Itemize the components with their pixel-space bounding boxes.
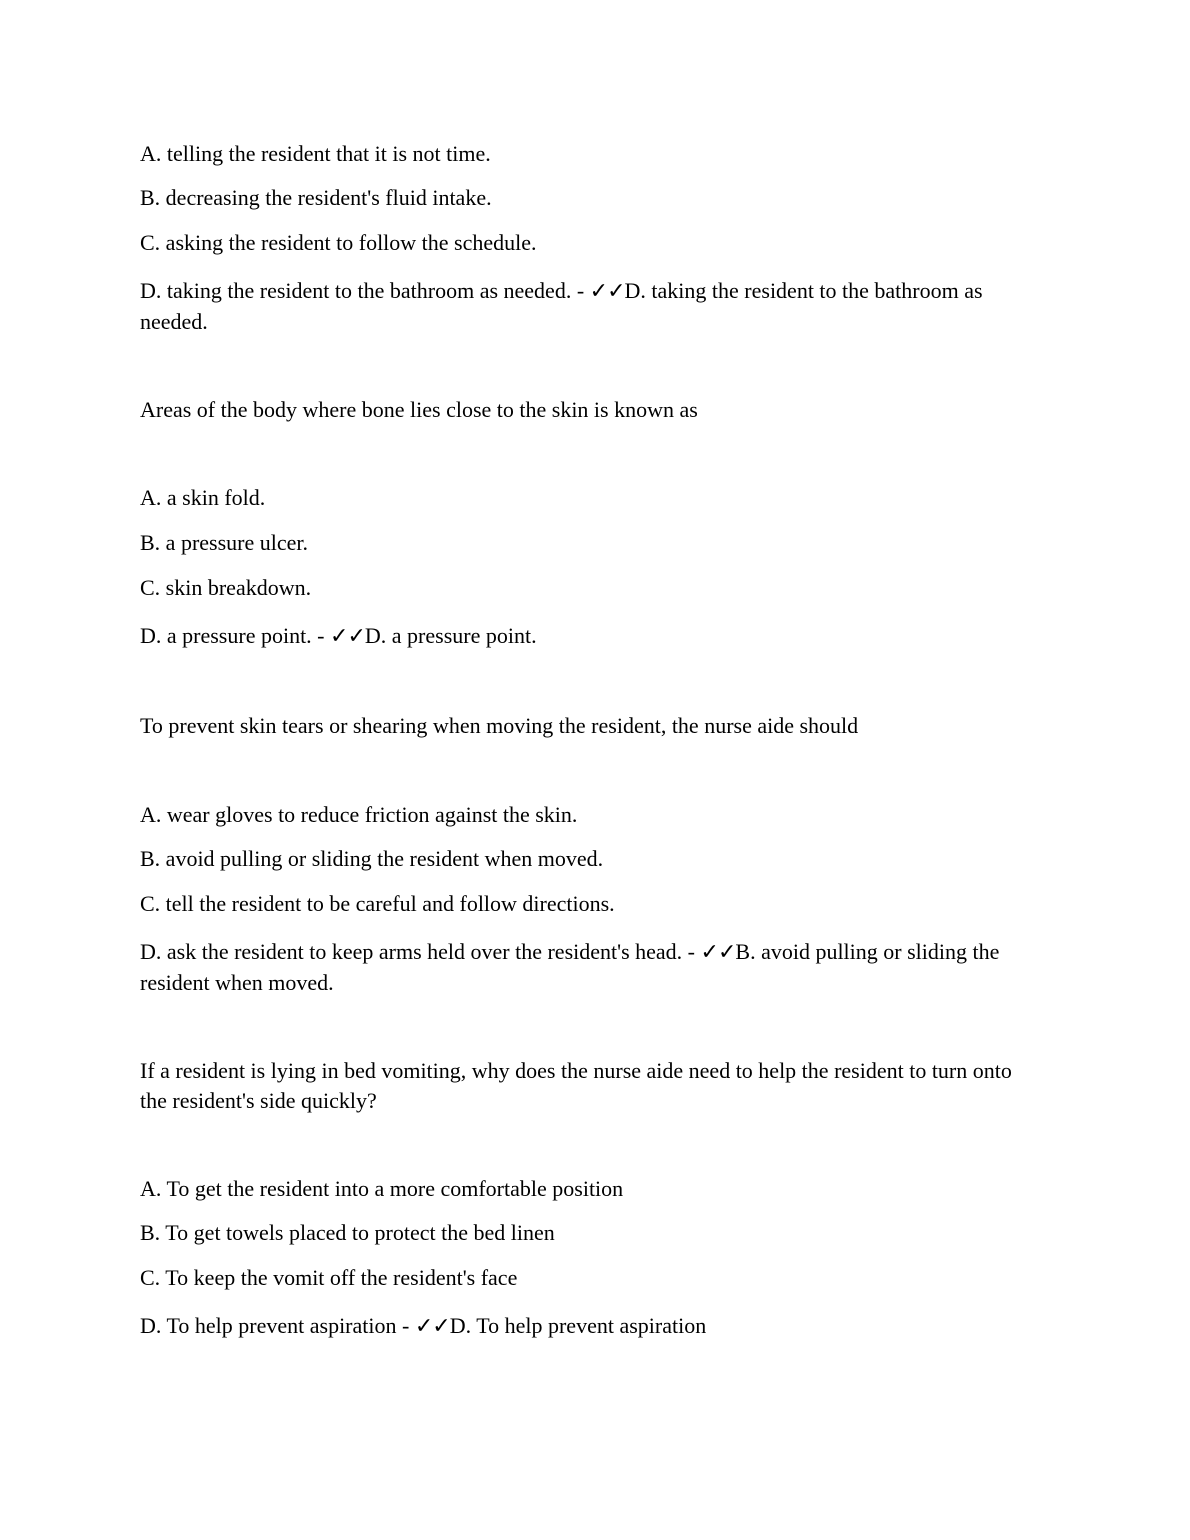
- block4-option-b: B. To get towels placed to protect the bed linen: [140, 1220, 555, 1245]
- block4-option-a: A. To get the resident into a more comfortable position: [140, 1176, 624, 1201]
- block2-option-b: B. a pressure ulcer.: [140, 530, 308, 555]
- block1-option-d: D. taking the resident to the bathroom as needed. -: [140, 278, 590, 303]
- block4-option-d-with-answer: [140, 1311, 1040, 1342]
- check-icon: ✓✓: [700, 940, 736, 965]
- block4-option-c: C. To keep the vomit off the resident's face: [140, 1265, 518, 1290]
- block2-option-d: D. a pressure point. -: [140, 623, 331, 648]
- block3-option-d: D. ask the resident to keep arms held over the resident's head. -: [140, 939, 701, 964]
- block2-question: Areas of the body where bone lies close to the skin is known as: [140, 397, 698, 422]
- block4-answer: D. To help prevent aspiration: [449, 1313, 707, 1338]
- block4-option-d: D. To help prevent aspiration -: [140, 1313, 415, 1338]
- block2-option-a: A. a skin fold.: [140, 485, 266, 510]
- block4-question: If a resident is lying in bed vomiting, why does the nurse aide need to help the resident to turn onto the resident's side quickly?: [140, 1058, 1012, 1113]
- block1-option-c: C. asking the resident to follow the schedule.: [140, 230, 537, 255]
- block3-option-c: C. tell the resident to be careful and follow directions.: [140, 891, 615, 916]
- block2-answer: D. a pressure point.: [364, 623, 537, 648]
- block3-answer: B. avoid pulling or sliding the resident when moved.: [140, 939, 1000, 995]
- check-icon: ✓✓: [414, 1314, 450, 1339]
- block1-answer: D. taking the resident to the bathroom as needed.: [140, 278, 983, 334]
- block1-option-b: B. decreasing the resident's fluid intake.: [140, 185, 492, 210]
- block3-option-b: B. avoid pulling or sliding the resident when moved.: [140, 846, 604, 871]
- block3-question: To prevent skin tears or shearing when moving the resident, the nurse aide should: [140, 713, 859, 738]
- check-icon: ✓✓: [330, 624, 365, 649]
- block2-option-c: C. skin breakdown.: [140, 575, 312, 600]
- block3-option-a: A. wear gloves to reduce friction against the skin.: [140, 802, 578, 827]
- block1-option-d-with-answer: [140, 276, 1040, 337]
- block2-option-d-with-answer: [140, 621, 1040, 652]
- check-icon: ✓✓: [589, 279, 625, 304]
- block1-option-a: A. telling the resident that it is not time.: [140, 141, 491, 166]
- document-page: [140, 0, 1040, 1540]
- block3-option-d-with-answer: [140, 937, 1040, 998]
